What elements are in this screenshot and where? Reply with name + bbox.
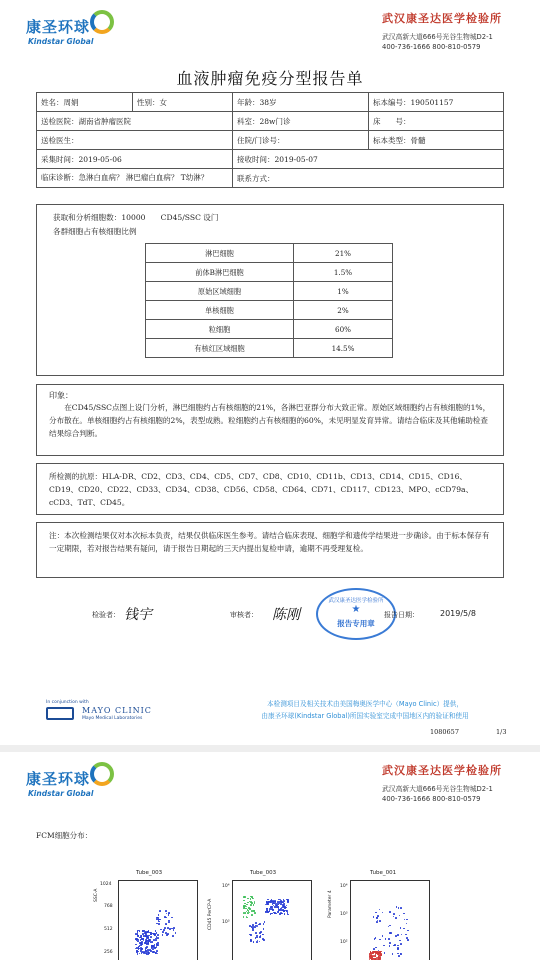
scatter-dot bbox=[255, 932, 257, 934]
scatter-dot bbox=[147, 936, 149, 938]
scatter-dot bbox=[245, 912, 247, 914]
scatter-dot bbox=[254, 902, 256, 904]
plot-ylabel: CD45 PerCP-A bbox=[208, 898, 213, 930]
logo-english-text: Kindstar Global bbox=[28, 37, 94, 46]
scatter-dot bbox=[135, 944, 137, 946]
tick-label: 768 bbox=[104, 904, 113, 909]
scatter-dot bbox=[165, 932, 167, 934]
scatter-dot bbox=[150, 934, 152, 936]
report-title: 血液肿瘤免疫分型报告单 bbox=[176, 69, 364, 88]
conjunction-text: In conjunction with bbox=[46, 700, 89, 705]
clinical-diagnosis: 临床诊断：急淋白血病？ 淋巴瘤白血病？ T幼淋？ bbox=[37, 169, 233, 188]
scatter-dot bbox=[160, 929, 162, 931]
table-row bbox=[146, 244, 393, 263]
cell-name: 有核红区域细胞 bbox=[146, 339, 294, 358]
scatter-dot bbox=[259, 936, 261, 938]
scatter-dot bbox=[382, 935, 384, 937]
scatter-dot bbox=[372, 951, 374, 953]
scatter-dot bbox=[399, 915, 401, 917]
inspector-signature: 钱宇 bbox=[124, 607, 152, 623]
scatter-dot bbox=[287, 914, 289, 916]
scatter-dot bbox=[262, 938, 264, 940]
lab-header bbox=[382, 762, 514, 803]
scatter-dot bbox=[389, 925, 391, 927]
scatter-dot bbox=[262, 934, 264, 936]
scatter-dot bbox=[394, 944, 396, 946]
antigens-text: 所检测的抗原：HLA-DR、CD2、CD3、CD4、CD5、CD7、CD8、CD10、CD11b、CD13、CD14、CD15、CD16、CD19、CD20、CD22、CD33、CD34、CD38、CD56、CD58、CD64、CD71、CD117、CD123、MPO、cCD79a、cCD3、TdT、CD45。 bbox=[49, 472, 474, 507]
scatter-dot bbox=[150, 939, 152, 941]
scatter-dot bbox=[255, 937, 257, 939]
scatter-dot bbox=[158, 914, 160, 916]
scatter-dot bbox=[251, 914, 253, 916]
scatter-dot bbox=[246, 917, 248, 919]
table-row bbox=[146, 339, 393, 358]
scatter-dot bbox=[390, 932, 392, 934]
kindstar-logo bbox=[26, 762, 116, 802]
scatter-dot bbox=[155, 952, 157, 954]
scatter-dot bbox=[383, 945, 385, 947]
tick-label: 512 bbox=[104, 927, 113, 932]
tick-label: 10³ bbox=[222, 920, 230, 925]
scatter-dot bbox=[173, 927, 175, 929]
scatter-dot bbox=[407, 930, 409, 932]
scatter-dot bbox=[406, 923, 408, 925]
scatter-dot bbox=[147, 942, 149, 944]
tick-label: 10³ bbox=[340, 912, 348, 917]
scatter-dot bbox=[287, 901, 289, 903]
impression-label: 印象： bbox=[49, 391, 73, 400]
scatter-dot bbox=[164, 916, 166, 918]
star-icon: ★ bbox=[351, 604, 361, 615]
scatter-dot bbox=[254, 912, 256, 914]
stamp-top-text: 武汉康圣达医学检验所 bbox=[328, 598, 384, 604]
scatter-dot bbox=[263, 923, 265, 925]
scatter-dot bbox=[158, 923, 160, 925]
scatter-dot bbox=[163, 929, 165, 931]
scatter-dot bbox=[141, 943, 143, 945]
scatter-dot bbox=[253, 942, 255, 944]
scatter-dot bbox=[249, 912, 251, 914]
scatter-dot bbox=[259, 923, 261, 925]
doctor: 送检医生： bbox=[37, 131, 233, 150]
tick-label: 1024 bbox=[100, 882, 112, 887]
scatter-dot bbox=[137, 933, 139, 935]
cell-name: 单核细胞 bbox=[146, 301, 294, 320]
scatter-dot bbox=[142, 933, 144, 935]
scatter-dot bbox=[385, 938, 387, 940]
scatter-dot bbox=[379, 957, 381, 959]
logo-chinese-text: 康圣环球 bbox=[26, 18, 91, 36]
scatter-dot bbox=[143, 940, 145, 942]
scatter-dot bbox=[269, 910, 271, 912]
note-section bbox=[36, 522, 504, 578]
document-id: 1080657 bbox=[430, 728, 459, 736]
scatter-dot bbox=[398, 955, 400, 957]
cell-value: 14.5% bbox=[294, 339, 393, 358]
patient-name: 姓名：周娟 bbox=[37, 93, 133, 112]
scatter-dot bbox=[393, 913, 395, 915]
plot-ylabel: SSC-A bbox=[94, 888, 99, 902]
scatter-dot bbox=[403, 913, 405, 915]
scatter-dot bbox=[146, 953, 148, 955]
analysis-section bbox=[36, 204, 504, 376]
bed-number: 床 号： bbox=[369, 112, 504, 131]
scatter-dot bbox=[260, 931, 262, 933]
logo-ring-icon bbox=[90, 10, 114, 34]
lab-phone: 400-736-1666 800-810-0579 bbox=[382, 43, 481, 51]
antigens-section bbox=[36, 463, 504, 515]
scatter-dot bbox=[397, 953, 399, 955]
hospital: 送检医院：湖南省肿瘤医院 bbox=[37, 112, 233, 131]
plot-title: Tube_003 bbox=[136, 870, 163, 876]
scatter-dot bbox=[271, 908, 273, 910]
cell-name: 前体B淋巴细胞 bbox=[146, 263, 294, 282]
scatter-dot bbox=[152, 951, 154, 953]
lab-address: 武汉高新大道666号光谷生物城D2-1 bbox=[382, 785, 493, 793]
cell-ratio-table bbox=[145, 243, 393, 358]
patient-info-table bbox=[36, 92, 504, 188]
scatter-dot bbox=[282, 906, 284, 908]
scatter-dot bbox=[245, 908, 247, 910]
scatter-dot bbox=[405, 934, 407, 936]
scatter-dot bbox=[255, 922, 257, 924]
scatter-dot bbox=[380, 955, 382, 957]
scatter-dot bbox=[286, 910, 288, 912]
scatter-dot bbox=[395, 917, 397, 919]
scatter-dot bbox=[373, 916, 375, 918]
scatter-dot bbox=[393, 916, 395, 918]
scatter-dot bbox=[403, 928, 405, 930]
scatter-dot bbox=[157, 944, 159, 946]
scatter-dot bbox=[173, 929, 175, 931]
scatter-dot bbox=[250, 904, 252, 906]
scatter-dot bbox=[162, 934, 164, 936]
scatter-dot bbox=[406, 919, 408, 921]
flow-plot-3 bbox=[350, 880, 430, 960]
logo-chinese-text: 康圣环球 bbox=[26, 770, 91, 788]
table-row bbox=[146, 320, 393, 339]
flow-plot-1 bbox=[118, 880, 198, 960]
department: 科室：28w门诊 bbox=[233, 112, 369, 131]
report-page-2 bbox=[0, 752, 540, 960]
scatter-dot bbox=[388, 926, 390, 928]
scatter-dot bbox=[140, 942, 142, 944]
scatter-dot bbox=[175, 932, 177, 934]
receive-time: 接收时间：2019-05-07 bbox=[233, 150, 504, 169]
plot-title: Tube_001 bbox=[370, 870, 397, 876]
sample-type: 标本类型：骨髓 bbox=[369, 131, 504, 150]
scatter-dot bbox=[251, 896, 253, 898]
scatter-dot bbox=[379, 920, 381, 922]
scatter-dot bbox=[376, 921, 378, 923]
scatter-dot bbox=[399, 940, 401, 942]
scatter-dot bbox=[243, 908, 245, 910]
lab-name: 武汉康圣达医学检验所 bbox=[382, 12, 502, 25]
scatter-dot bbox=[281, 913, 283, 915]
scatter-dot bbox=[279, 909, 281, 911]
scatter-dot bbox=[154, 934, 156, 936]
scatter-dot bbox=[375, 947, 377, 949]
scatter-dot bbox=[388, 938, 390, 940]
scatter-dot bbox=[157, 937, 159, 939]
inspector-label: 检验者： bbox=[92, 611, 120, 619]
scatter-dot bbox=[256, 941, 258, 943]
lab-phone: 400-736-1666 800-810-0579 bbox=[382, 795, 481, 803]
scatter-dot bbox=[168, 914, 170, 916]
cell-value: 2% bbox=[294, 301, 393, 320]
lab-header bbox=[382, 10, 514, 51]
scatter-dot bbox=[146, 946, 148, 948]
table-row bbox=[146, 282, 393, 301]
reviewer-signature: 陈刚 bbox=[272, 607, 300, 623]
scatter-dot bbox=[250, 940, 252, 942]
logo-english-text: Kindstar Global bbox=[28, 789, 94, 798]
tick-label: 10⁴ bbox=[222, 884, 230, 889]
scatter-dot bbox=[259, 941, 261, 943]
scatter-dot bbox=[252, 924, 254, 926]
mayo-sub: Mayo Medical Laboratories bbox=[82, 716, 143, 721]
collect-time: 采集时间：2019-05-06 bbox=[37, 150, 233, 169]
scatter-dot bbox=[253, 898, 255, 900]
cell-value: 60% bbox=[294, 320, 393, 339]
scatter-dot bbox=[284, 913, 286, 915]
scatter-dot bbox=[149, 949, 151, 951]
scatter-dot bbox=[145, 950, 147, 952]
cell-name: 淋巴细胞 bbox=[146, 244, 294, 263]
scatter-dot bbox=[397, 934, 399, 936]
lab-name: 武汉康圣达医学检验所 bbox=[382, 764, 502, 777]
scatter-dot bbox=[395, 935, 397, 937]
scatter-dot bbox=[168, 921, 170, 923]
scatter-dot bbox=[374, 938, 376, 940]
scatter-dot bbox=[243, 896, 245, 898]
scatter-dot bbox=[392, 953, 394, 955]
scatter-dot bbox=[148, 952, 150, 954]
flow-plot-2 bbox=[232, 880, 312, 960]
scatter-dot bbox=[407, 939, 409, 941]
scatter-dot bbox=[166, 913, 168, 915]
scatter-dot bbox=[380, 953, 382, 955]
scatter-dot bbox=[150, 936, 152, 938]
footer-note-line-2: 由康圣环球(Kindstar Global)所国实验室完成中国地区内的验证和使用 bbox=[261, 712, 469, 720]
scatter-dot bbox=[171, 917, 173, 919]
scatter-dot bbox=[153, 939, 155, 941]
cell-value: 1.5% bbox=[294, 263, 393, 282]
scatter-dot bbox=[401, 934, 403, 936]
scatter-dot bbox=[389, 911, 391, 913]
scatter-dot bbox=[162, 931, 164, 933]
scatter-dot bbox=[147, 931, 149, 933]
scatter-dot bbox=[155, 930, 157, 932]
scatter-dot bbox=[275, 913, 277, 915]
scatter-dot bbox=[164, 927, 166, 929]
scatter-dot bbox=[250, 901, 252, 903]
scatter-dot bbox=[375, 912, 377, 914]
cell-count-line: 获取和分析细胞数：10000 CD45/SSC 设门 bbox=[53, 213, 219, 222]
footer-note bbox=[220, 698, 510, 722]
table-row bbox=[146, 301, 393, 320]
scatter-dot bbox=[271, 901, 273, 903]
scatter-dot bbox=[404, 919, 406, 921]
kindstar-logo bbox=[26, 10, 116, 50]
scatter-dot bbox=[145, 933, 147, 935]
plot-ylabel: Parameter 4 bbox=[328, 890, 333, 918]
mayo-name: MAYO CLINIC bbox=[82, 706, 152, 715]
impression-section bbox=[36, 384, 504, 456]
scatter-dot bbox=[166, 934, 168, 936]
scatter-dot bbox=[165, 910, 167, 912]
ratio-title: 各群细胞占有核细胞比例 bbox=[53, 227, 137, 236]
tick-label: 10⁴ bbox=[340, 884, 348, 889]
page-number: 1/3 bbox=[496, 728, 507, 736]
tick-label: 10² bbox=[340, 940, 348, 945]
fcm-title: FCM细胞分布： bbox=[36, 831, 93, 840]
impression-text: 在CD45/SSC点图上设门分析，淋巴细胞约占有核细胞的21%，各淋巴亚群分布大致正常。原始区域细胞约占有核细胞的1%，分布散在。单核细胞约占有核细胞的2%，表型成熟。粒细胞约占有核细胞的60%，未见明显发育异常。请结合临床及其他辅助检查结果综合判断。 bbox=[49, 403, 491, 438]
scatter-dot bbox=[384, 952, 386, 954]
tick-label: 256 bbox=[104, 950, 113, 955]
scatter-dot bbox=[382, 912, 384, 914]
scatter-dot bbox=[244, 903, 246, 905]
mayo-shield-icon bbox=[46, 707, 74, 720]
scatter-dot bbox=[154, 944, 156, 946]
scatter-dot bbox=[157, 934, 159, 936]
scatter-dot bbox=[397, 947, 399, 949]
scatter-dot bbox=[375, 951, 377, 953]
contact: 联系方式： bbox=[233, 169, 504, 188]
scatter-dot bbox=[379, 909, 381, 911]
lab-address: 武汉高新大道666号光谷生物城D2-1 bbox=[382, 33, 493, 41]
scatter-dot bbox=[155, 939, 157, 941]
scatter-dot bbox=[400, 943, 402, 945]
scatter-dot bbox=[267, 910, 269, 912]
reviewer-label: 审核者： bbox=[230, 611, 258, 619]
scatter-dot bbox=[252, 930, 254, 932]
scatter-dot bbox=[140, 947, 142, 949]
report-date: 2019/5/8 bbox=[440, 609, 476, 618]
scatter-dot bbox=[244, 896, 246, 898]
scatter-dot bbox=[165, 923, 167, 925]
patient-sex: 性别：女 bbox=[133, 93, 233, 112]
scatter-dot bbox=[397, 945, 399, 947]
cell-name: 粒细胞 bbox=[146, 320, 294, 339]
scatter-dot bbox=[398, 907, 400, 909]
scatter-dot bbox=[139, 953, 141, 955]
scatter-dot bbox=[265, 911, 267, 913]
page-separator bbox=[0, 745, 540, 752]
scatter-dot bbox=[243, 900, 245, 902]
cell-name: 原始区域细胞 bbox=[146, 282, 294, 301]
logo-ring-icon bbox=[90, 762, 114, 786]
scatter-dot bbox=[263, 928, 265, 930]
scatter-dot bbox=[373, 948, 375, 950]
scatter-dot bbox=[159, 910, 161, 912]
scatter-dot bbox=[172, 935, 174, 937]
footer-note-line-1: 本检测项目及相关技术由美国梅奥医学中心（Mayo Clinic）提供， bbox=[267, 700, 463, 708]
report-date-label: 报告日期： bbox=[384, 611, 419, 619]
stamp-bottom-text: 报告专用章 bbox=[337, 619, 375, 628]
scatter-dot bbox=[247, 898, 249, 900]
scatter-dot bbox=[389, 942, 391, 944]
sample-number: 标本编号：190501157 bbox=[369, 93, 504, 112]
scatter-dot bbox=[400, 907, 402, 909]
scatter-dot bbox=[243, 916, 245, 918]
plot-title: Tube_003 bbox=[250, 870, 277, 876]
scatter-dot bbox=[389, 945, 391, 947]
patient-age: 年龄：38岁 bbox=[233, 93, 369, 112]
scatter-dot bbox=[375, 937, 377, 939]
scatter-dot bbox=[152, 941, 154, 943]
table-row bbox=[146, 263, 393, 282]
scatter-dot bbox=[140, 935, 142, 937]
scatter-dot bbox=[256, 936, 258, 938]
inpatient-number: 住院/门诊号： bbox=[233, 131, 369, 150]
scatter-dot bbox=[376, 917, 378, 919]
scatter-dot bbox=[275, 903, 277, 905]
cell-value: 21% bbox=[294, 244, 393, 263]
scatter-dot bbox=[253, 904, 255, 906]
scatter-dot bbox=[154, 947, 156, 949]
scatter-dot bbox=[277, 906, 279, 908]
scatter-dot bbox=[379, 939, 381, 941]
scatter-dot bbox=[370, 955, 372, 957]
scatter-dot bbox=[400, 927, 402, 929]
cell-value: 1% bbox=[294, 282, 393, 301]
note-text: 注：本次检测结果仅对本次标本负责，结果仅供临床医生参考。请结合临床表现、细胞学和遗传学结果进一步确诊。由于标本保存有一定期限，若对报告结果有疑问，请于报告日期起的三天内提出复检申请，逾期不再受理复检。 bbox=[49, 531, 490, 553]
scatter-dot bbox=[264, 921, 266, 923]
